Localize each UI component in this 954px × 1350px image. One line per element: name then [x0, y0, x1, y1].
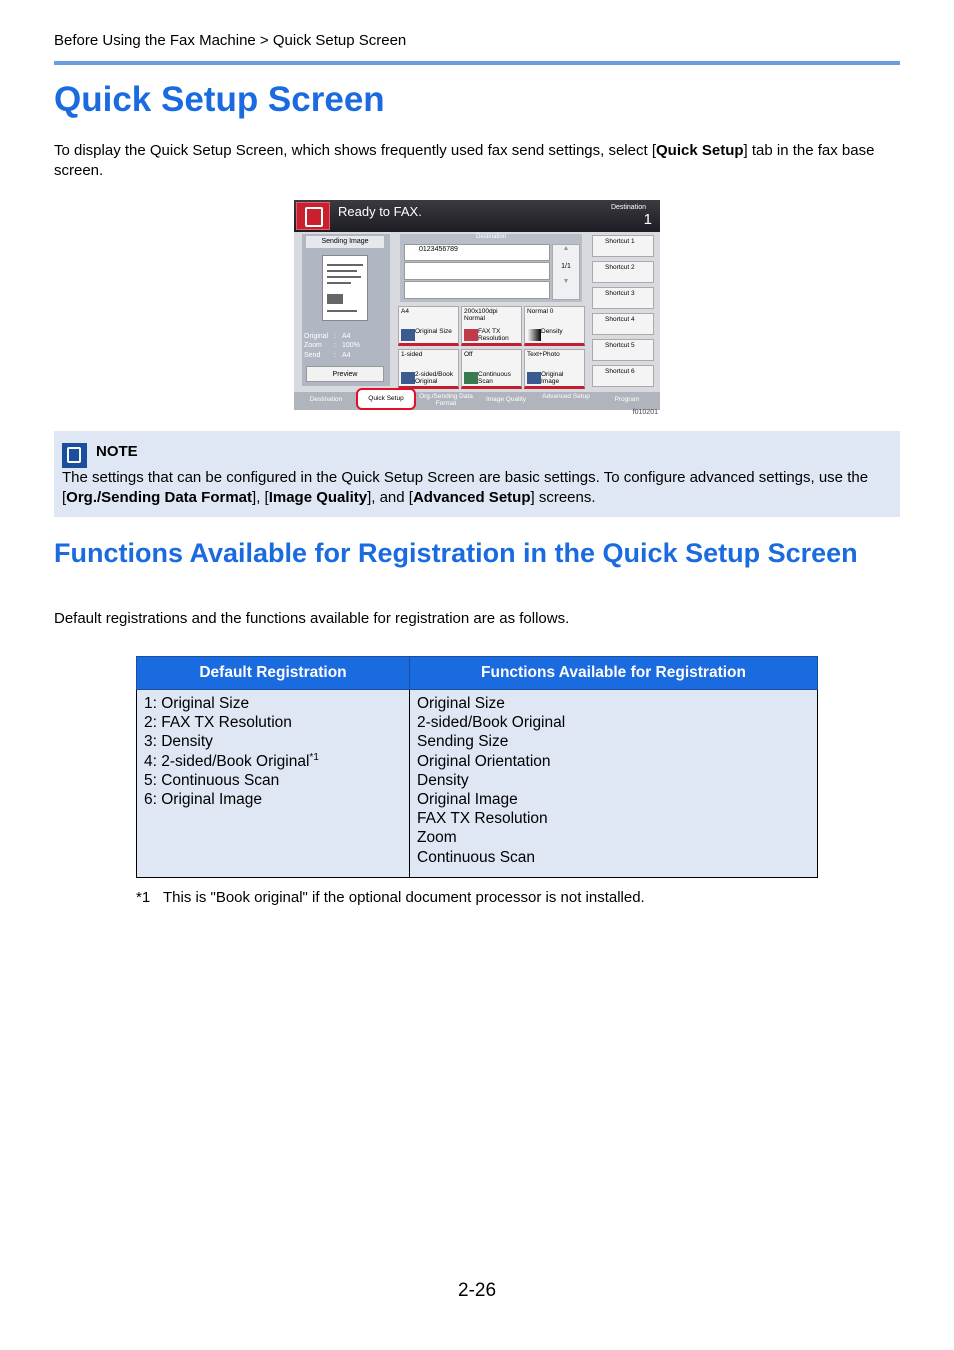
setting-continuous-scan[interactable]: Off Continuous Scan: [461, 349, 522, 389]
shortcut-1[interactable]: Shortcut 1: [592, 235, 654, 257]
fax-screen-screenshot: [294, 200, 660, 418]
available-functions-cell: [410, 690, 818, 878]
section-intro: Default registrations and the functions available for registration are as follows.: [54, 610, 570, 627]
list-item: 5: Continuous Scan: [144, 771, 280, 789]
destination-scroller[interactable]: [552, 244, 580, 300]
setting-2-sided-book-original[interactable]: 1-sided 2-sided/Book Original: [398, 349, 459, 389]
shortcut-6[interactable]: Shortcut 6: [592, 365, 654, 387]
page-indicator: 1/1: [561, 263, 571, 270]
list-item: Continuous Scan: [417, 848, 536, 866]
setting-original-size[interactable]: A4 Original Size: [398, 306, 459, 346]
scroll-down-icon[interactable]: ▼: [562, 278, 570, 285]
page-number: 2-26: [458, 1280, 497, 1301]
density-icon: [527, 329, 541, 341]
figure-id: f010201: [632, 409, 658, 416]
destination-field-2[interactable]: [404, 262, 550, 280]
list-item: 3: Density: [144, 733, 213, 751]
destination-label: Destination: [610, 204, 646, 211]
section-title: Functions Available for Registration in the Quick Setup Screen: [54, 538, 858, 568]
list-item: FAX TX Resolution: [417, 810, 548, 828]
note-icon: [62, 443, 87, 468]
tab-image-quality[interactable]: Image Quality: [485, 396, 527, 403]
header-rule: [54, 61, 900, 65]
intro-text-2: ] tab in the fax base screen.: [54, 142, 875, 179]
intro-bold: Quick Setup: [656, 142, 744, 159]
list-item: Original Image: [417, 791, 518, 809]
continuous-scan-icon: [464, 372, 478, 384]
intro-text-1: To display the Quick Setup Screen, which shows frequently used fax send settings, select [: [54, 142, 656, 159]
list-item: 2-sided/Book Original: [417, 714, 566, 732]
destination-count: 1: [643, 211, 652, 228]
tab-quick-setup[interactable]: Quick Setup: [356, 388, 416, 410]
tab-org-sending-data-format[interactable]: Org./Sending Data Format: [419, 393, 473, 407]
note-box: [54, 431, 900, 517]
status-text: Ready to FAX.: [338, 204, 422, 219]
scroll-up-icon[interactable]: ▲: [562, 245, 570, 252]
destination-field-3[interactable]: [404, 281, 550, 299]
resolution-icon: [464, 329, 478, 341]
shortcut-5[interactable]: Shortcut 5: [592, 339, 654, 361]
breadcrumb: Before Using the Fax Machine > Quick Setup Screen: [54, 32, 407, 49]
list-item: Sending Size: [417, 733, 509, 751]
intro-paragraph: [54, 141, 900, 180]
original-size-icon: [401, 329, 415, 341]
list-item: 2: FAX TX Resolution: [144, 714, 292, 732]
document-thumbnail: [322, 255, 368, 321]
duplex-icon: [401, 372, 415, 384]
header-functions-available: Functions Available for Registration: [410, 657, 818, 690]
sending-image-label: Sending Image: [306, 236, 384, 248]
list-item: Density: [417, 771, 469, 789]
header-default-registration: Default Registration: [137, 657, 410, 690]
default-registrations-cell: [137, 690, 410, 878]
list-item: 1: Original Size: [144, 695, 250, 712]
list-item: Original Orientation: [417, 752, 551, 770]
footnote: *1 This is "Book original" if the optional document processor is not installed.: [136, 889, 645, 906]
setting-fax-tx-resolution[interactable]: 200x100dpi Normal FAX TX Resolution: [461, 306, 522, 346]
list-item: Original Size: [417, 695, 505, 712]
list-item: 6: Original Image: [144, 791, 263, 809]
list-item: 4: 2-sided/Book Original$^{*1}$: [144, 751, 319, 770]
destination-field-1[interactable]: 0123456789: [404, 244, 550, 261]
page-title: Quick Setup Screen: [54, 80, 385, 119]
fax-icon: [296, 202, 330, 230]
shortcut-3[interactable]: Shortcut 3: [592, 287, 654, 309]
registration-table: [136, 656, 818, 878]
destination-header: Destination: [475, 234, 507, 240]
note-text: The settings that can be configured in the Quick Setup Screen are basic settings. To configure advanced settings, use the [Org./Sending Data Format], [Image Quality], and [Advanced Setup] screens.: [62, 469, 869, 506]
tab-program[interactable]: Program: [614, 396, 640, 403]
list-item: Zoom: [417, 829, 457, 847]
tab-advanced-setup[interactable]: Advanced Setup: [542, 393, 590, 400]
shortcut-4[interactable]: Shortcut 4: [592, 313, 654, 335]
meta-zoom: Zoom : 100%: [304, 342, 360, 349]
meta-send: Send : A4: [304, 352, 351, 359]
meta-original: Original : A4: [304, 333, 351, 340]
preview-button[interactable]: Preview: [306, 366, 384, 382]
setting-original-image[interactable]: Text+Photo Original Image: [524, 349, 585, 389]
shortcut-2[interactable]: Shortcut 2: [592, 261, 654, 283]
footnote-mark: *1: [309, 751, 319, 763]
note-title: NOTE: [96, 443, 138, 460]
original-image-icon: [527, 372, 541, 384]
setting-density[interactable]: Normal 0 Density: [524, 306, 585, 346]
tab-destination[interactable]: Destination: [309, 396, 343, 403]
